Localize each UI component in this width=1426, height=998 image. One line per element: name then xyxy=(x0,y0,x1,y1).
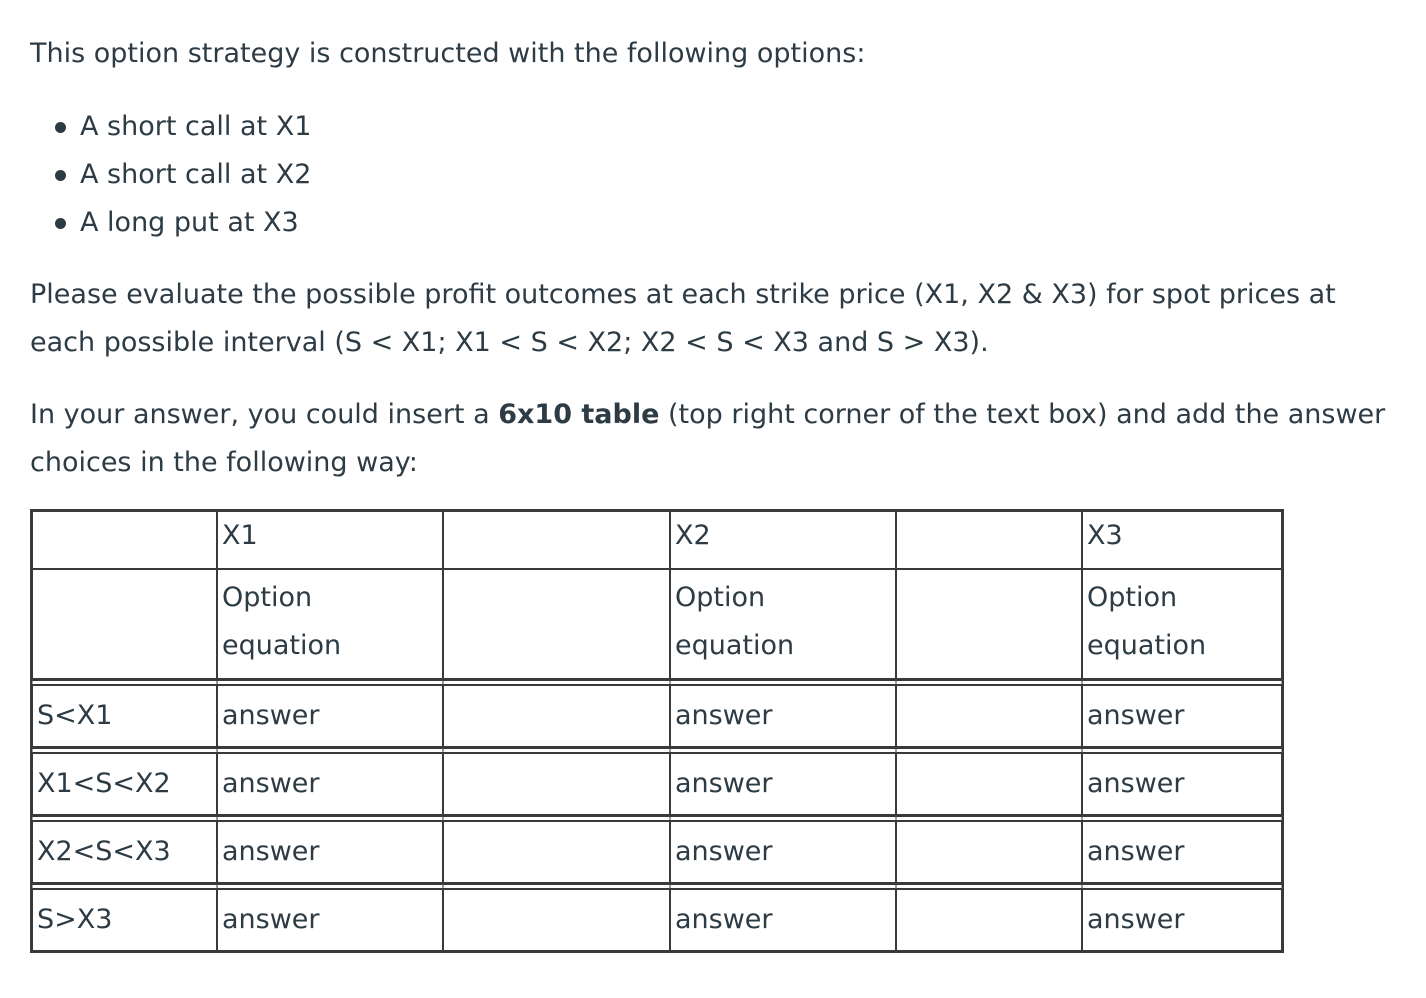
list-item: A long put at X3 xyxy=(30,199,311,247)
instruction-paragraph xyxy=(30,271,1336,367)
answer-cell: answer xyxy=(670,679,896,747)
answer-cell: answer xyxy=(1082,747,1282,815)
instruction-line-2: each possible interval (S < X1; X1 < S < X2; X2 < S < X3 and S > X3). xyxy=(30,327,989,358)
table-cell xyxy=(896,679,1082,747)
answer-cell: answer xyxy=(217,883,443,951)
option-list xyxy=(30,103,311,247)
table-cell xyxy=(443,815,670,883)
subheader-line-2: equation xyxy=(222,630,342,661)
table-header-cell xyxy=(32,511,217,569)
row-label-cell: S>X3 xyxy=(32,883,217,951)
answer-cell: answer xyxy=(1082,815,1282,883)
answer-cell: answer xyxy=(1082,679,1282,747)
table-cell xyxy=(443,679,670,747)
subheader-line-2: equation xyxy=(675,630,795,661)
table-header-cell xyxy=(443,511,670,569)
table-cell xyxy=(443,883,670,951)
row-label-cell: X1<S<X2 xyxy=(32,747,217,815)
answer-format-pre: In your answer, you could insert a xyxy=(30,399,499,430)
list-item: A short call at X2 xyxy=(30,151,311,199)
table-cell xyxy=(896,747,1082,815)
intro-text: This option strategy is constructed with the following options: xyxy=(30,38,866,69)
table-cell xyxy=(32,569,217,679)
answer-cell: answer xyxy=(670,883,896,951)
table-subheader-cell xyxy=(670,569,896,679)
answer-cell: answer xyxy=(670,815,896,883)
answer-cell: answer xyxy=(217,679,443,747)
answer-cell: answer xyxy=(1082,883,1282,951)
table-cell xyxy=(896,569,1082,679)
subheader-line-1: Option xyxy=(222,582,313,613)
table-cell xyxy=(896,883,1082,951)
table-header-cell xyxy=(896,511,1082,569)
table-subheader-cell xyxy=(217,569,443,679)
answer-format-post: (top right corner of the text box) and add the answer xyxy=(659,399,1386,430)
subheader-line-1: Option xyxy=(675,582,766,613)
table-cell xyxy=(896,815,1082,883)
table-size-emphasis: 6x10 table xyxy=(498,399,660,430)
table-row xyxy=(32,679,1282,747)
example-answer-table xyxy=(30,509,1284,953)
list-item: A short call at X1 xyxy=(30,103,311,151)
table-header-cell: X1 xyxy=(217,511,443,569)
table-header-cell: X2 xyxy=(670,511,896,569)
answer-cell: answer xyxy=(217,747,443,815)
answer-format-line-2: choices in the following way: xyxy=(30,447,418,478)
table-cell xyxy=(443,569,670,679)
table-header-cell: X3 xyxy=(1082,511,1282,569)
answer-cell: answer xyxy=(670,747,896,815)
instruction-line-1: Please evaluate the possible profit outcomes at each strike price (X1, X2 & X3) for spot prices at xyxy=(30,279,1336,310)
row-label-cell: X2<S<X3 xyxy=(32,815,217,883)
subheader-line-2: equation xyxy=(1087,630,1207,661)
answer-cell: answer xyxy=(217,815,443,883)
row-label-cell: S<X1 xyxy=(32,679,217,747)
table-row xyxy=(32,815,1282,883)
answer-format-paragraph xyxy=(30,391,1385,487)
table-cell xyxy=(443,747,670,815)
table-subheader-row xyxy=(32,569,1282,679)
table-row xyxy=(32,883,1282,951)
table-row xyxy=(32,747,1282,815)
table-subheader-cell xyxy=(1082,569,1282,679)
table-header-row xyxy=(32,511,1282,569)
subheader-line-1: Option xyxy=(1087,582,1178,613)
